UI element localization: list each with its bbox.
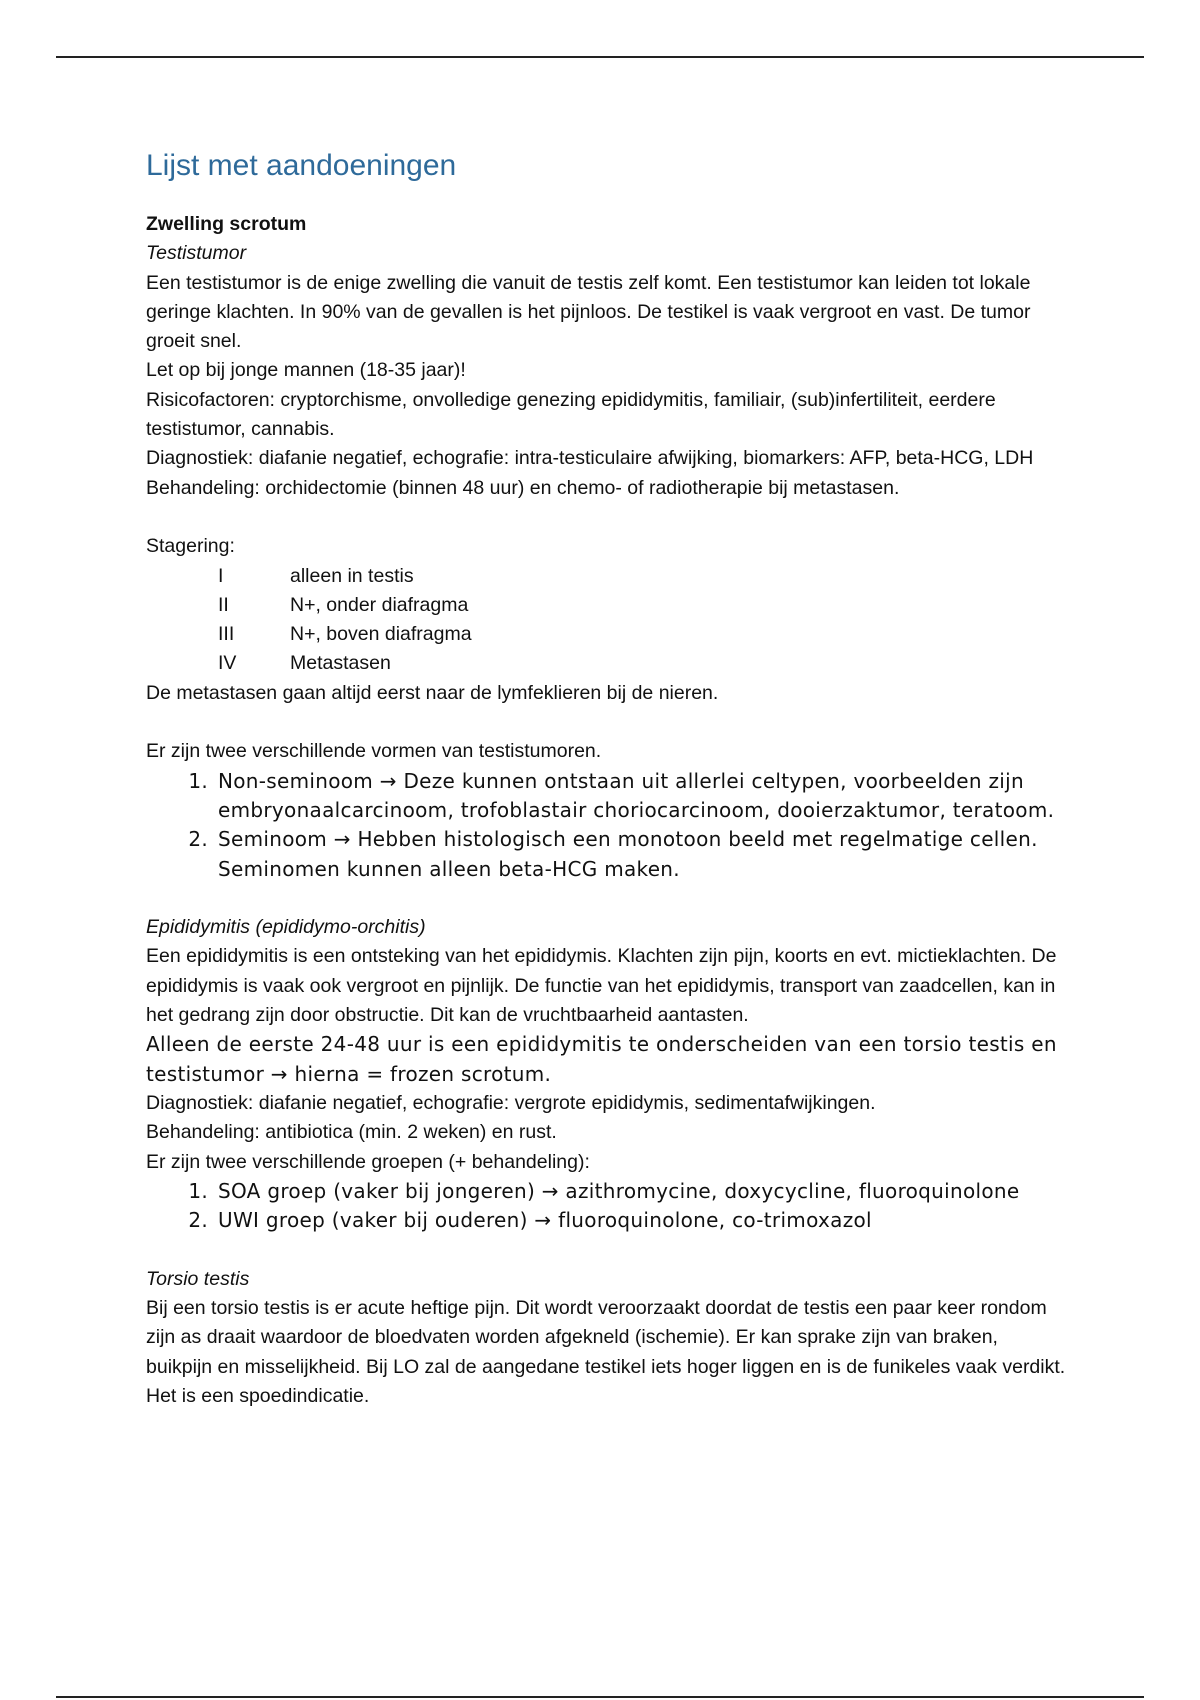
staging-label: Stagering: <box>146 535 235 558</box>
testistumor-diagnostics: Diagnostiek: diafanie negatief, echografie: intra-testiculaire afwijking, biomarkers: AFP, beta-HCG, LDH <box>146 447 1034 470</box>
metastasis-note: De metastasen gaan altijd eerst naar de lymfeklieren bij de nieren. <box>146 681 719 704</box>
list-number: 2. <box>188 827 208 852</box>
epididymitis-treatment: Behandeling: antibiotica (min. 2 weken) en rust. <box>146 1121 557 1144</box>
testistumor-risk-factors: Risicofactoren: cryptorchisme, onvolledige genezing epididymitis, familiair, (sub)infertiliteit, eerdere testistumor, cannabis. <box>146 388 996 441</box>
testistumor-paragraph: Een testistumor is de enige zwelling die vanuit de testis zelf komt. Een testistumor kan leiden tot lokale geringe klachten. In 90% van de gevallen is het pijnloos. De testikel is vaak vergroot en vast. De tumor groeit snel. <box>146 271 1031 353</box>
epididymitis-diagnostics: Diagnostiek: diafanie negatief, echografie: vergrote epididymis, sedimentafwijkingen. <box>146 1091 876 1114</box>
stage-row <box>146 620 1066 649</box>
stage-number: I <box>218 564 224 587</box>
stage-description: Metastasen <box>290 652 391 675</box>
testistumor-heading: Testistumor <box>146 242 247 265</box>
list-text: Seminoom → Hebben histologisch een monotoon beeld met regelmatige cellen. Seminomen kunnen alleen beta-HCG maken. <box>218 827 1038 881</box>
footer-rule <box>56 1696 1144 1698</box>
stage-number: IV <box>218 652 237 675</box>
page-title: Lijst met aandoeningen <box>146 149 457 182</box>
list-item <box>146 1206 1066 1235</box>
testistumor-warning: Let op bij jonge mannen (18-35 jaar)! <box>146 359 466 382</box>
stage-number: III <box>218 623 235 646</box>
list-item <box>146 767 1066 826</box>
groups-intro: Er zijn twee verschillende groepen (+ behandeling): <box>146 1150 590 1173</box>
stage-row <box>146 649 1066 678</box>
epididymitis-groups-list <box>146 1177 1066 1236</box>
epididymitis-paragraph: Een epididymitis is een ontsteking van het epididymis. Klachten zijn pijn, koorts en evt. mictieklachten. De epididymis is vaak ook vergroot en pijnlijk. De functie van het epididymis, transport van zaadcellen, kan in het gedrang zijn door obstructie. Dit kan de vruchtbaarheid aantasten. <box>146 945 1057 1027</box>
page-content <box>146 146 1066 1411</box>
list-text: UWI groep (vaker bij ouderen) → fluoroquinolone, co-trimoxazol <box>218 1208 872 1233</box>
list-text: Non-seminoom → Deze kunnen ontstaan uit allerlei celtypen, voorbeelden zijn embryonaalcarcinoom, trofoblastair choriocarcinoom, dooierzaktumor, teratoom. <box>218 768 1055 822</box>
stage-number: II <box>218 593 229 616</box>
stage-row <box>146 562 1066 591</box>
stage-description: alleen in testis <box>290 564 414 587</box>
torsio-heading: Torsio testis <box>146 1267 250 1290</box>
stage-row <box>146 591 1066 620</box>
list-number: 1. <box>188 1178 208 1203</box>
section-heading: Zwelling scrotum <box>146 213 307 235</box>
staging-table <box>146 562 1066 679</box>
header-rule <box>56 56 1144 58</box>
torsio-paragraph: Bij een torsio testis is er acute heftige pijn. Dit wordt veroorzaakt doordat de testis een paar keer rondom zijn as draait waardoor de bloedvaten worden afgekneld (ischemie). Er kan sprake zijn van braken, buikpijn en misselijkheid. Bij LO zal de aangedane testikel iets hoger liggen en is de funikeles vaak verdikt. Het is een spoedindicatie. <box>146 1296 1066 1407</box>
tumor-forms-list <box>146 767 1066 884</box>
list-item <box>146 825 1066 884</box>
epididymitis-window-note: Alleen de eerste 24-48 uur is een epididymitis te onderscheiden van een torsio testis en testistumor → hierna = frozen scrotum. <box>146 1032 1057 1086</box>
epididymitis-heading: Epididymitis (epididymo-orchitis) <box>146 916 426 939</box>
list-number: 2. <box>188 1208 208 1233</box>
list-number: 1. <box>188 768 208 793</box>
stage-description: N+, boven diafragma <box>290 623 472 646</box>
forms-intro: Er zijn twee verschillende vormen van testistumoren. <box>146 740 602 763</box>
testistumor-treatment: Behandeling: orchidectomie (binnen 48 uur) en chemo- of radiotherapie bij metastasen. <box>146 476 900 499</box>
list-item <box>146 1177 1066 1206</box>
list-text: SOA groep (vaker bij jongeren) → azithromycine, doxycycline, fluoroquinolone <box>218 1178 1020 1203</box>
stage-description: N+, onder diafragma <box>290 593 469 616</box>
